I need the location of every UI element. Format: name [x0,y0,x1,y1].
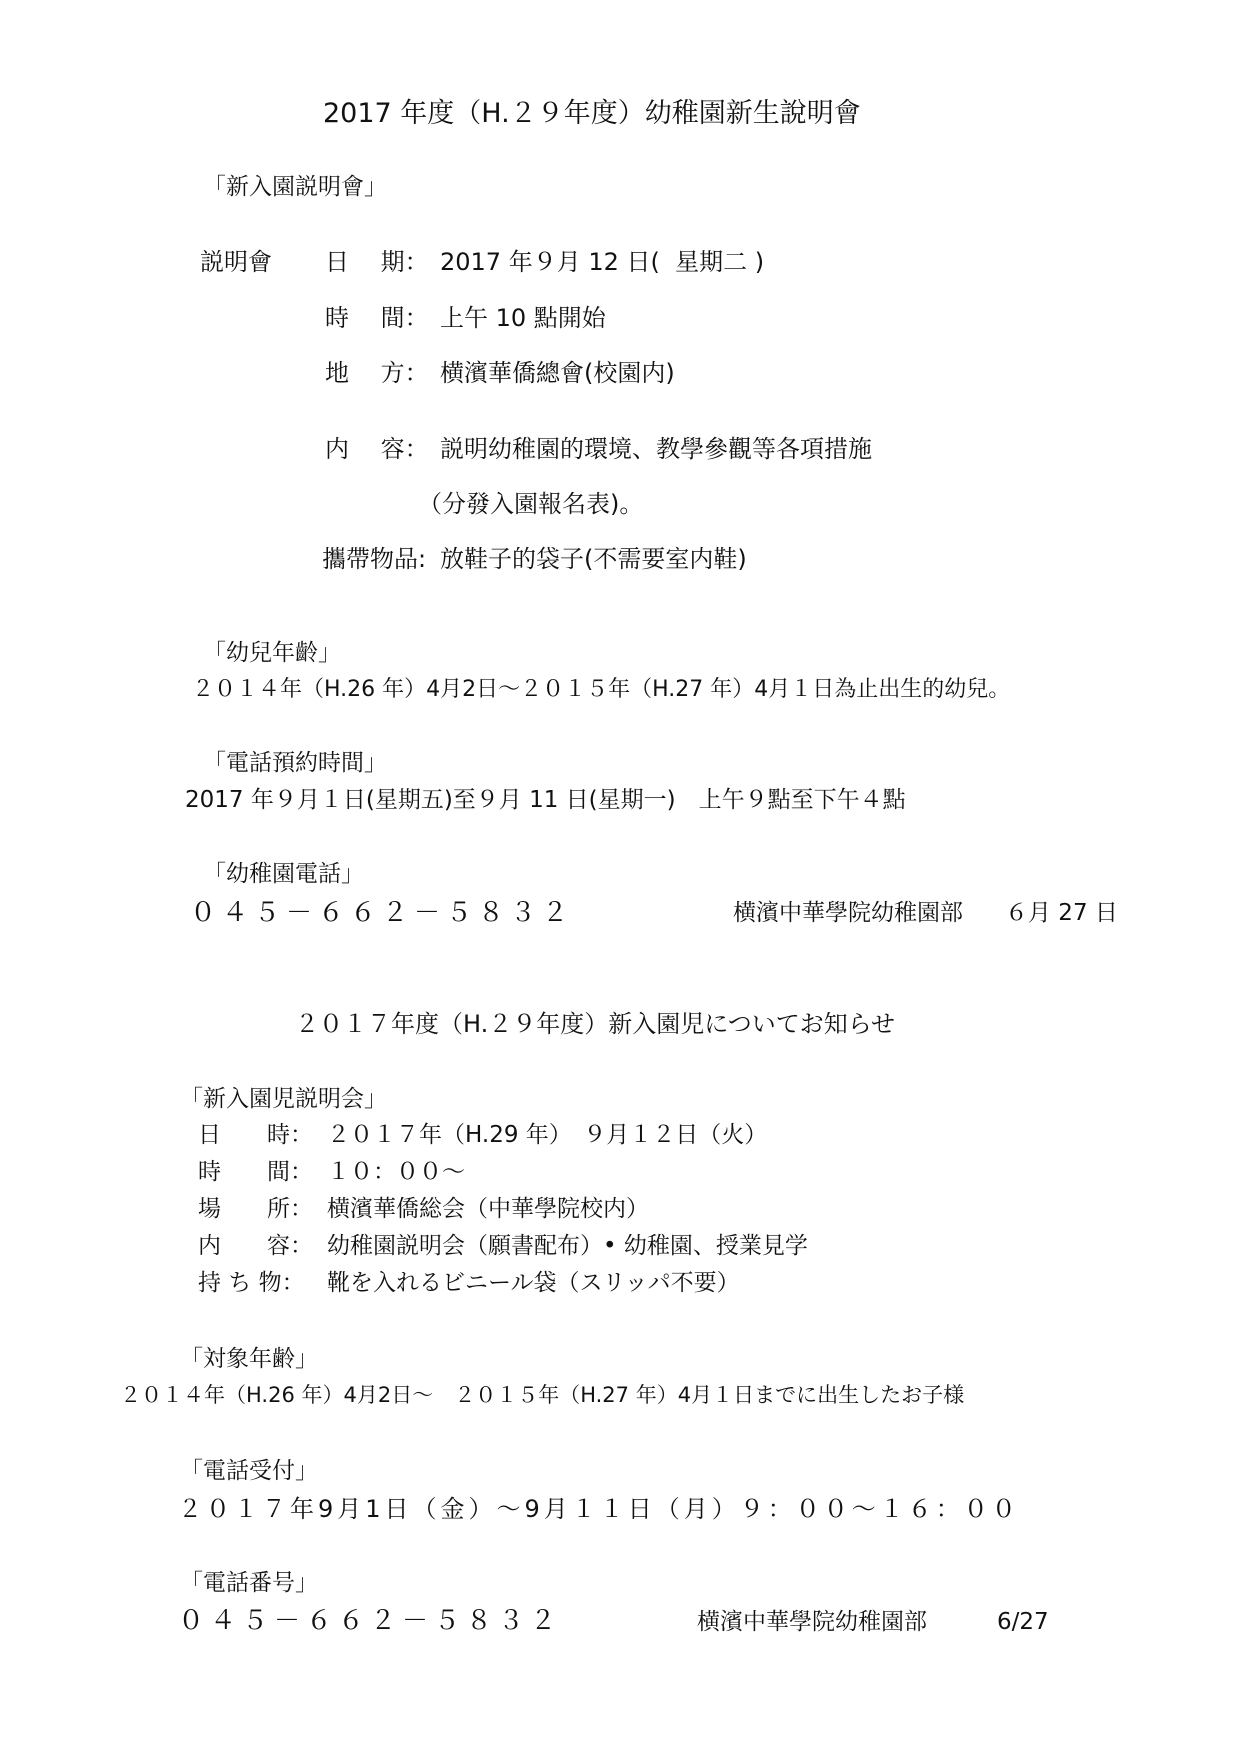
zh-info-label: 説明會 [200,248,272,276]
ja-phone-time-heading: 「電話受付」 [180,1458,318,1484]
zh-organization: 横濱中華學院幼稚園部 [733,900,963,926]
zh-date-value: 2017 年９月 12 日( 星期二 ) [440,248,765,276]
ja-section-info-heading: 「新入園児説明会」 [180,1086,387,1112]
ja-date-note: 6/27 [997,1609,1049,1635]
ja-content-value: 幼稚園説明会（願書配布）• 幼稚園、授業見学 [327,1233,808,1259]
zh-date-label: 日 期： [325,248,429,276]
zh-place-label: 地 方： [325,359,429,387]
zh-age-value: ２０１４年（H.26 年）4月2日～２０１５年（H.27 年）4月１日為止出生的幼兒。 [192,677,1011,702]
ja-bring-value: 靴を入れるビニール袋（スリッパ不要） [327,1270,740,1296]
zh-age-heading: 「幼兒年齡」 [203,640,341,666]
zh-date-note: ６月 27 日 [1005,900,1118,926]
ja-phone-time-value: ２０１７年9月1日（金）～9月１１日（月）９：００～１６：００ [178,1495,1020,1523]
zh-content-label: 内 容： [325,435,429,463]
zh-phone-time-heading: 「電話預約時間」 [203,750,387,776]
zh-phone-time-value: 2017 年９月１日(星期五)至９月 11 日(星期一) 上午９點至下午４點 [185,787,906,813]
ja-date-label: 日 時： [198,1122,313,1148]
zh-content-value-line2: （分發入園報名表)。 [418,490,644,518]
ja-title: ２０１７年度（H.２９年度）新入園児についてお知らせ [295,1010,896,1038]
ja-age-heading: 「対象年齢」 [180,1346,318,1372]
zh-phone-heading: 「幼稚園電話」 [203,861,364,887]
zh-place-value: 横濱華僑總會(校園内) [440,359,675,387]
zh-phone-number: ０４５－６６２－５８３２ [190,898,575,928]
zh-time-label: 時 間： [325,304,429,332]
ja-place-label: 場 所： [198,1196,313,1222]
ja-place-value: 横濱華僑総会（中華學院校内） [327,1196,649,1222]
zh-bring-value: 放鞋子的袋子(不需要室内鞋) [440,545,747,573]
ja-phone-number: ０４５－６６２－５８３２ [178,1606,563,1636]
ja-phone-heading: 「電話番号」 [180,1570,318,1596]
zh-bring-label: 攜帶物品: [322,545,427,573]
zh-time-value: 上午 10 點開始 [440,304,606,332]
ja-date-value: ２０１７年（H.29 年） ９月１２日（火） [327,1122,768,1148]
ja-content-label: 内 容： [198,1233,313,1259]
zh-section-info-heading: 「新入園説明會」 [203,174,387,200]
ja-time-value: １０：００～ [327,1159,465,1185]
zh-content-value: 説明幼稚園的環境、教學參觀等各項措施 [440,435,872,463]
ja-time-label: 時 間： [198,1159,313,1185]
zh-title: 2017 年度（H.２９年度）幼稚園新生說明會 [323,98,861,129]
ja-bring-label: 持 ち 物： [198,1270,305,1296]
ja-organization: 横濱中華學院幼稚園部 [697,1609,927,1635]
ja-age-value: ２０１４年（H.26 年）4月2日～ ２０１５年（H.27 年）4月１日までに出生したお子様 [120,1383,965,1407]
